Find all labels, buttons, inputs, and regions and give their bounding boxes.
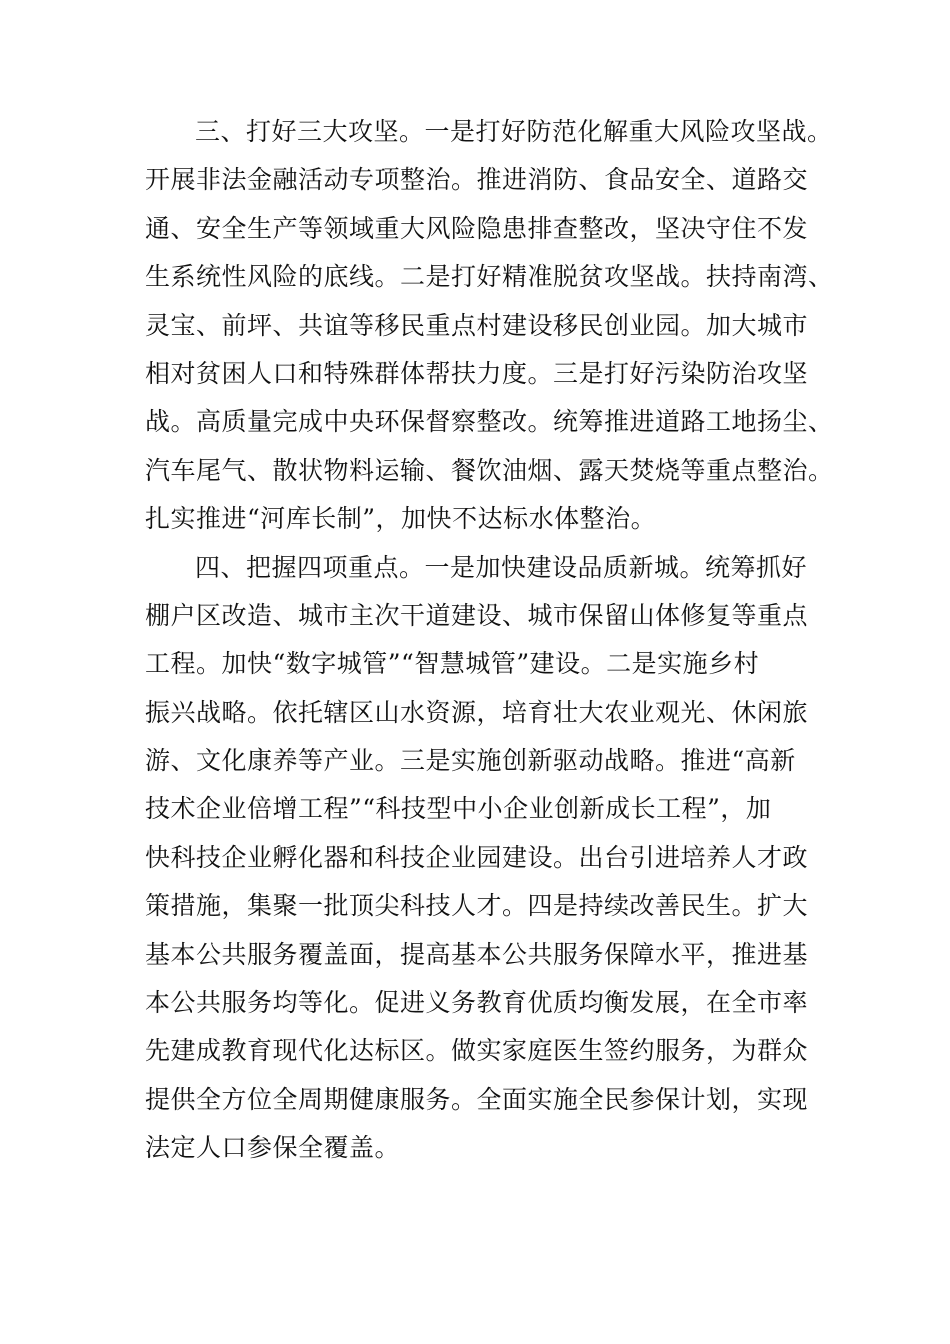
text-line: 汽车尾气、散状物料运输、餐饮油烟、露天焚烧等重点整治。 — [145, 455, 834, 485]
text-line: 棚户区改造、城市主次干道建设、城市保留山体修复等重点 — [145, 600, 809, 630]
text-line: 灵宝、前坪、共谊等移民重点村建设移民创业园。加大城市 — [145, 310, 809, 340]
text-line: 相对贫困人口和特殊群体帮扶力度。三是打好污染防治攻坚 — [145, 358, 809, 388]
text-line: 三、打好三大攻坚。一是打好防范化解重大风险攻坚战。 — [195, 117, 833, 146]
text-line: 游、文化康养等产业。三是实施创新驱动战略。推进“高新 — [145, 746, 796, 776]
text-line: 振兴战略。依托辖区山水资源，培育壮大农业观光、休闲旅 — [145, 697, 809, 727]
text-line: 技术企业倍增工程”“科技型中小企业创新成长工程”，加 — [145, 794, 772, 824]
paragraph-three-battles — [145, 108, 834, 544]
text-line: 本公共服务均等化。促进义务教育优质均衡发展，在全市率 — [145, 988, 809, 1018]
text-line: 扎实推进“河库长制”，加快不达标水体整治。 — [145, 504, 657, 534]
text-line: 先建成教育现代化达标区。做实家庭医生签约服务，为群众 — [145, 1036, 809, 1066]
text-line: 生系统性风险的底线。二是打好精准脱贫攻坚战。扶持南湾、 — [145, 262, 834, 292]
text-line: 工程。加快“数字城管”“智慧城管”建设。二是实施乡村 — [145, 649, 760, 679]
text-line: 法定人口参保全覆盖。 — [145, 1133, 401, 1163]
text-line: 快科技企业孵化器和科技企业园建设。出台引进培养人才政 — [145, 842, 809, 872]
text-line: 开展非法金融活动专项整治。推进消防、食品安全、道路交 — [145, 165, 809, 195]
text-line: 策措施，集聚一批顶尖科技人才。四是持续改善民生。扩大 — [145, 891, 809, 921]
text-line: 基本公共服务覆盖面，提高基本公共服务保障水平，推进基 — [145, 939, 809, 969]
text-line: 战。高质量完成中央环保督察整改。统筹推进道路工地扬尘、 — [145, 407, 834, 437]
paragraph-four-priorities — [145, 544, 815, 1173]
text-line: 提供全方位全周期健康服务。全面实施全民参保计划，实现 — [145, 1084, 809, 1114]
document-body — [145, 108, 834, 1173]
text-line: 通、安全生产等领域重大风险隐患排查整改，坚决守住不发 — [145, 213, 809, 243]
text-line: 四、把握四项重点。一是加快建设品质新城。统筹抓好 — [195, 552, 808, 582]
